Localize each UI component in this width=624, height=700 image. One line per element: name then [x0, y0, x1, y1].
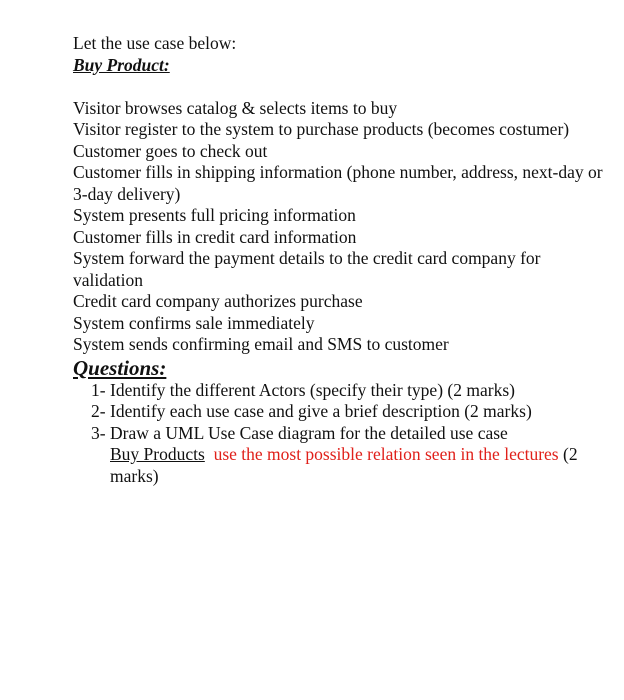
use-case-title: Buy Product:	[73, 54, 170, 75]
question-item	[73, 380, 613, 402]
questions-list	[73, 380, 613, 488]
question-text: Draw a UML Use Case diagram for the detailed use case	[110, 422, 508, 443]
blank-line	[73, 76, 613, 98]
question-number: 3-	[91, 422, 106, 443]
step-item: Visitor browses catalog & selects items to buy	[73, 97, 398, 118]
intro-text: Let the use case below:	[73, 33, 237, 53]
step-item: System confirms sale immediately	[73, 312, 315, 333]
question-item	[73, 401, 613, 423]
step-item: Visitor register to the system to purchase products (becomes costumer)	[73, 119, 570, 139]
step-item: Customer fills in credit card information	[73, 226, 357, 247]
step-item: System forward the payment details to the credit card company for validation	[73, 248, 541, 290]
step-item: System sends confirming email and SMS to customer	[73, 334, 449, 354]
step-item: Customer fills in shipping information (phone number, address, next-day or 3-day delivery)	[73, 162, 603, 204]
buy-products-reference: Buy Products	[110, 444, 205, 464]
step-item: Customer goes to check out	[73, 140, 268, 161]
questions-heading: Questions:	[73, 355, 167, 380]
question-item	[73, 423, 613, 488]
step-item: System presents full pricing information	[73, 205, 356, 225]
step-item: Credit card company authorizes purchase	[73, 291, 363, 311]
lecture-relation-note: use the most possible relation seen in the lectures	[213, 444, 559, 464]
question-number: 1-	[91, 379, 106, 400]
question-number: 2-	[91, 401, 106, 421]
question-marks: (2 marks)	[110, 444, 578, 486]
use-case-steps	[73, 98, 613, 356]
question-text: Identify each use case and give a brief description (2 marks)	[110, 401, 532, 421]
document-page	[73, 33, 613, 487]
question-text: Identify the different Actors (specify their type) (2 marks)	[110, 379, 515, 400]
